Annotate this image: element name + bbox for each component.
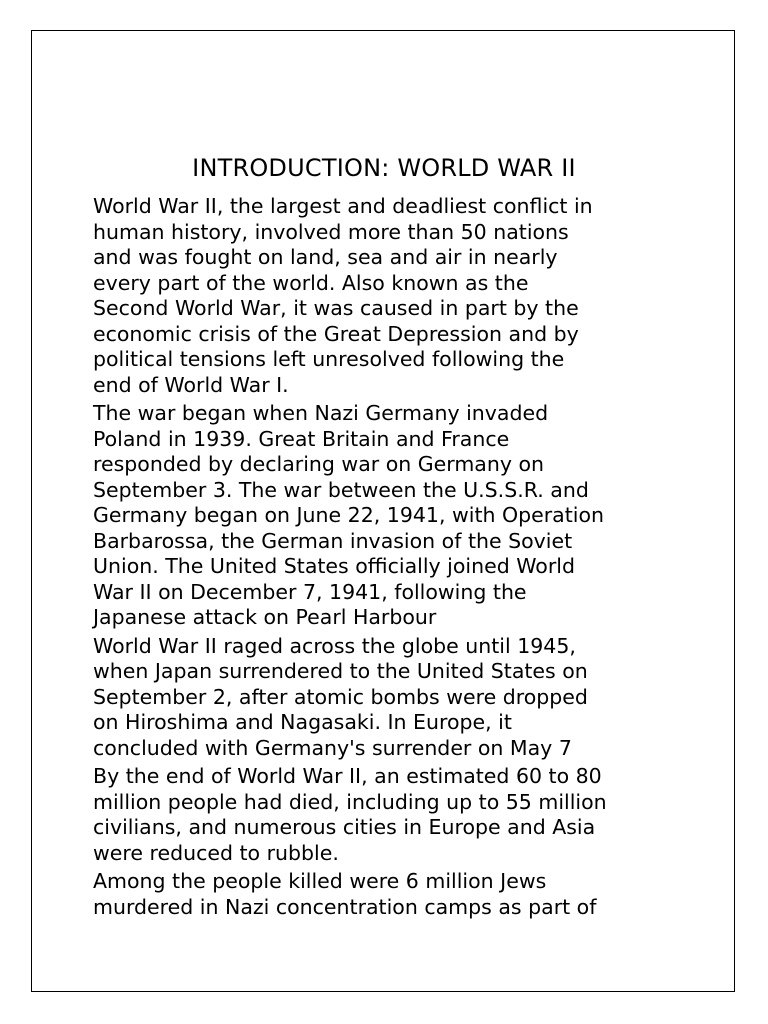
document-body <box>93 194 693 923</box>
paragraph-war-began <box>93 401 693 631</box>
text-line: concluded with Germany's surrender on May 7 <box>93 735 572 760</box>
paragraph-war-end <box>93 634 693 762</box>
document-title: INTRODUCTION: WORLD WAR II <box>192 154 576 182</box>
text-line: World War II raged across the globe until 1945, <box>93 633 576 658</box>
text-line: Barbarossa, the German invasion of the Soviet <box>93 528 573 553</box>
text-line: civilians, and numerous cities in Europe and Asia <box>93 815 596 839</box>
text-line: World War II, the largest and deadliest conflict in <box>93 194 593 218</box>
text-line: Poland in 1939. Great Britain and France <box>93 426 510 451</box>
text-line: political tensions left unresolved following the <box>93 347 565 371</box>
text-line: were reduced to rubble. <box>93 840 339 865</box>
paragraph-intro <box>93 194 693 398</box>
text-line: Second World War, it was caused in part by the <box>93 296 579 320</box>
text-line: responded by declaring war on Germany on <box>93 452 545 476</box>
text-line: every part of the world. Also known as the <box>93 270 529 295</box>
text-line: Japanese attack on Pearl Harbour <box>93 605 437 629</box>
text-line: The war began when Nazi Germany invaded <box>93 401 549 425</box>
text-line: By the end of World War II, an estimated 60 to 80 <box>93 764 602 788</box>
text-line: when Japan surrendered to the United States on <box>93 659 588 683</box>
paragraph-holocaust <box>93 869 693 920</box>
paragraph-casualties <box>93 764 693 866</box>
text-line: and was fought on land, sea and air in nearly <box>93 245 558 269</box>
text-line: Union. The United States officially joined World <box>93 554 575 578</box>
text-line: on Hiroshima and Nagasaki. In Europe, it <box>93 710 512 734</box>
text-line: Among the people killed were 6 million Jews <box>93 869 547 893</box>
text-line: September 2, after atomic bombs were dropped <box>93 684 588 709</box>
text-line: murdered in Nazi concentration camps as part of <box>93 894 597 919</box>
text-line: September 3. The war between the U.S.S.R. and <box>93 477 589 502</box>
text-line: War II on December 7, 1941, following the <box>93 579 527 604</box>
text-line: Germany began on June 22, 1941, with Operation <box>93 503 605 527</box>
text-line: end of World War I. <box>93 372 289 397</box>
text-line: million people had died, including up to 55 million <box>93 789 607 814</box>
text-line: human history, involved more than 50 nations <box>93 219 569 244</box>
text-line: economic crisis of the Great Depression and by <box>93 321 579 346</box>
